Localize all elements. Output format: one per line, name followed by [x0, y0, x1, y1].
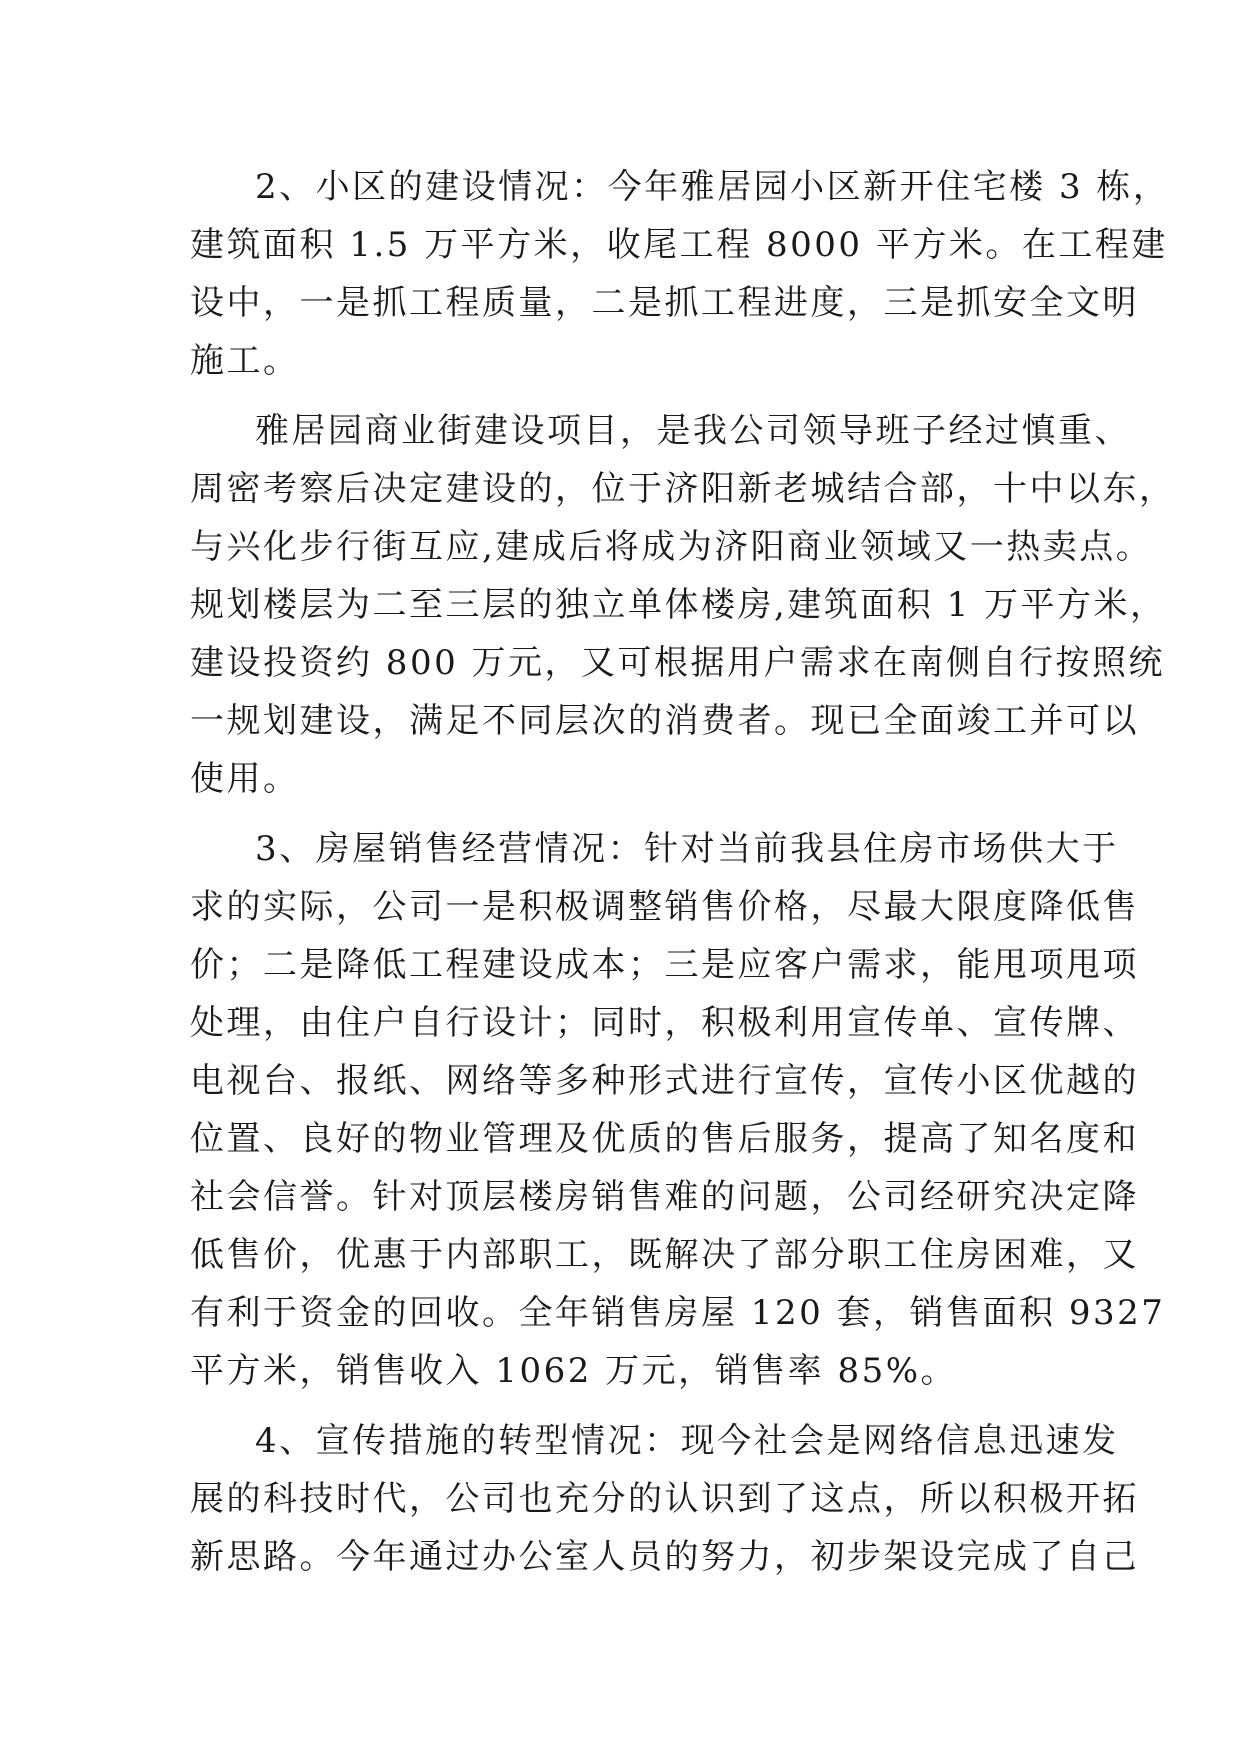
paragraph-line: 有利于资金的回收。全年销售房屋 120 套，销售面积 9327 — [190, 1293, 1166, 1333]
paragraph-line: 社会信誉。针对顶层楼房销售难的问题，公司经研究决定降 — [190, 1177, 1139, 1217]
paragraph-line: 一规划建设，满足不同层次的消费者。现已全面竣工并可以 — [190, 701, 1139, 741]
paragraph-line: 价；二是降低工程建设成本；三是应客户需求，能甩项甩项 — [190, 945, 1139, 985]
paragraph-line: 新思路。今年通过办公室人员的努力，初步架设完成了自己 — [190, 1537, 1139, 1577]
paragraph-line: 建设投资约 800 万元，又可根据用户需求在南侧自行按照统 — [190, 643, 1166, 683]
paragraph-line: 4、宣传措施的转型情况：现今社会是网络信息迅速发 — [255, 1421, 1119, 1461]
paragraph-line: 低售价，优惠于内部职工，既解决了部分职工住房困难，又 — [190, 1235, 1139, 1275]
paragraph-line: 规划楼层为二至三层的独立单体楼房,建筑面积 1 万平方米， — [190, 585, 1167, 625]
paragraph-line: 平方米，销售收入 1062 万元，销售率 85%。 — [190, 1351, 958, 1391]
paragraph-line: 建筑面积 1.5 万平方米，收尾工程 8000 平方米。在工程建 — [190, 225, 1168, 265]
paragraph-line: 设中，一是抓工程质量，二是抓工程进度，三是抓安全文明 — [190, 283, 1139, 323]
paragraph-line: 展的科技时代，公司也充分的认识到了这点，所以积极开拓 — [190, 1479, 1139, 1519]
document-body — [190, 158, 1176, 1586]
paragraph-line: 3、房屋销售经营情况：针对当前我县住房市场供大于 — [255, 829, 1119, 869]
paragraph-line: 处理，由住户自行设计；同时，积极利用宣传单、宣传牌、 — [190, 1003, 1139, 1043]
paragraph-line: 使用。 — [190, 759, 300, 799]
paragraph-line: 2、小区的建设情况：今年雅居园小区新开住宅楼 3 栋， — [255, 167, 1170, 207]
paragraph-line: 与兴化步行街互应,建成后将成为济阳商业领域又一热卖点。 — [190, 527, 1153, 567]
paragraph-line: 求的实际，公司一是积极调整销售价格，尽最大限度降低售 — [190, 887, 1139, 927]
paragraph-line: 位置、良好的物业管理及优质的售后服务，提高了知名度和 — [190, 1119, 1139, 1159]
paragraph-line: 周密考察后决定建设的，位于济阳新老城结合部，十中以东， — [190, 469, 1176, 509]
paragraph-line: 电视台、报纸、网络等多种形式进行宣传，宣传小区优越的 — [190, 1061, 1139, 1101]
paragraph-line: 施工。 — [190, 341, 300, 381]
paragraph-line: 雅居园商业街建设项目，是我公司领导班子经过慎重、 — [255, 411, 1131, 451]
